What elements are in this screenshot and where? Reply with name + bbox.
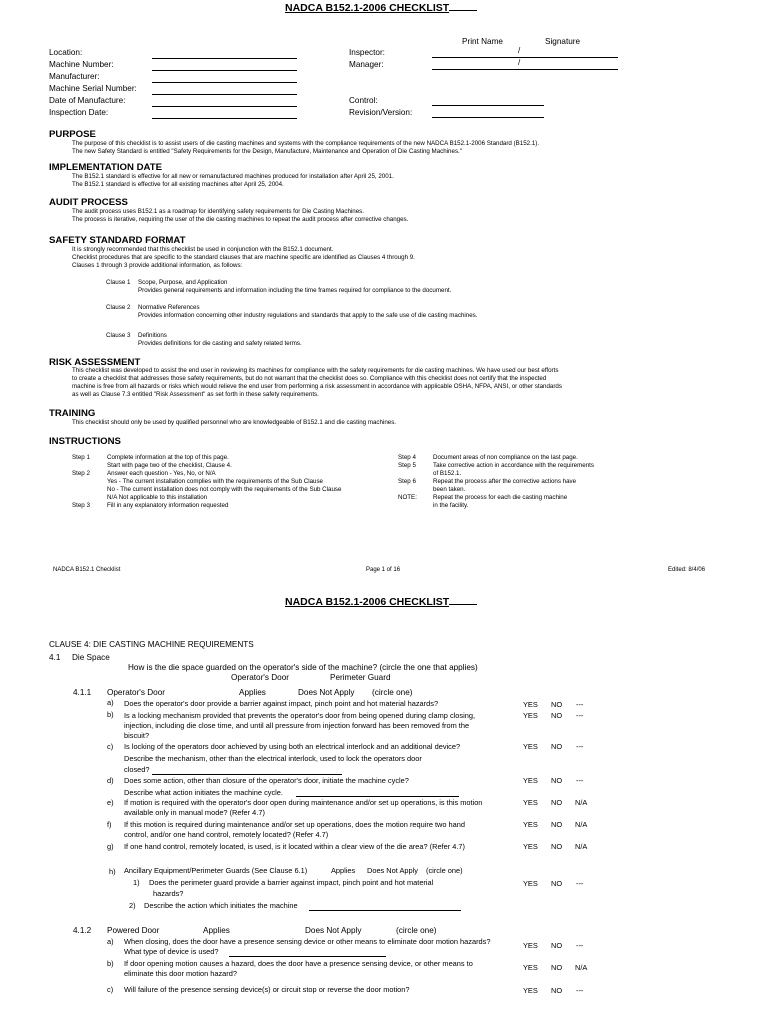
audit-line-2: The process is iterative, requiring the user of the die casting machines to repeat the audit process after corrective changes. — [72, 216, 409, 223]
footer-left: NADCA B152.1 Checklist — [53, 567, 121, 573]
answer-na[interactable]: --- — [576, 700, 584, 709]
s412-circle-one: (circle one) — [396, 926, 437, 935]
answer-na[interactable]: N/A — [575, 798, 588, 807]
inspector-slash: / — [518, 46, 521, 55]
inspection-date-field-2[interactable] — [152, 118, 297, 119]
control-field[interactable] — [432, 105, 544, 106]
answer-no[interactable]: NO — [551, 742, 563, 751]
implementation-heading: IMPLEMENTATION DATE — [49, 162, 162, 173]
ancillary-equipment-label: Ancillary Equipment/Perimeter Guards (See Clause 6.1) — [124, 866, 308, 875]
answer-na[interactable]: --- — [576, 986, 584, 995]
question-411f-line-2: control, and/or one hand control, remotely located? (Refer 4.7) — [124, 830, 329, 839]
answer-yes[interactable]: YES — [523, 879, 538, 888]
describe-action: Describe what action initiates the machine cycle. — [124, 788, 283, 797]
step-5-line-1: Take corrective action in accordance with the requirements — [433, 462, 594, 469]
footer-page-number: Page 1 of 16 — [366, 567, 401, 573]
clause-2-title: Normative References — [138, 304, 200, 311]
answer-no[interactable]: NO — [551, 879, 563, 888]
answer-no[interactable]: NO — [551, 820, 563, 829]
training-line-1: This checklist should only be used by qualified personnel who are knowledgeable of B152.1 and die casting machines. — [72, 419, 397, 426]
answer-na[interactable]: --- — [576, 776, 584, 785]
question-411a: Does the operator's door provide a barrier against impact, pinch point and hot material hazards? — [124, 699, 439, 708]
question-411b-line-2: injection, including die close time, and until all pressure from injection forward has been removed from the — [124, 721, 470, 730]
option-perimeter-guard[interactable]: Perimeter Guard — [330, 673, 391, 682]
location-label: Location: — [49, 48, 83, 57]
implementation-line-2: The B152.1 standard is effective for all existing machines after April 25, 2004. — [72, 181, 284, 188]
section-4-1-2-number: 4.1.2 — [73, 926, 92, 935]
step-3-label: Step 3 — [72, 502, 90, 509]
question-411c: Is locking of the operators door achieved by using both an electrical interlock and an additional device? — [124, 742, 461, 751]
h-q2-number: 2) — [129, 901, 136, 910]
clause-3-title: Definitions — [138, 332, 167, 339]
step-4-label: Step 4 — [398, 454, 416, 461]
page-title: NADCA B152.1-2006 CHECKLIST — [285, 1, 477, 14]
describe-mechanism-field[interactable] — [152, 774, 342, 775]
answer-no[interactable]: NO — [551, 963, 563, 972]
step-2-line-4: N/A Not applicable to this installation — [107, 494, 208, 501]
h-applies[interactable]: Applies — [331, 866, 356, 875]
question-411g: If one hand control, remotely located, is used, is it located within a clear view of the die area? (Refer 4.7) — [124, 842, 465, 851]
option-operators-door[interactable]: Operator's Door — [231, 673, 289, 682]
format-line-1: It is strongly recommended that this checklist be used in conjunction with the B152.1 document. — [72, 246, 334, 253]
manufacturer-label: Manufacturer: — [49, 72, 100, 81]
answer-na[interactable]: --- — [576, 711, 584, 720]
answer-yes[interactable]: YES — [523, 820, 538, 829]
risk-line-1: This checklist was developed to assist the end user in reviewing its machines for compliance with the safety requirements for die casting machines. We have used our best efforts — [72, 367, 559, 374]
step-5-label: Step 5 — [398, 462, 416, 469]
item-letter: a) — [107, 698, 114, 707]
manufacturer-field[interactable] — [152, 70, 297, 71]
section-4-1-title: Die Space — [72, 653, 110, 662]
training-heading: TRAINING — [49, 408, 96, 419]
item-letter: d) — [107, 776, 114, 785]
describe-mechanism-line-2: closed? — [124, 765, 150, 774]
step-6-label: Step 6 — [398, 478, 416, 485]
answer-no[interactable]: NO — [551, 711, 563, 720]
s412-does-not-apply[interactable]: Does Not Apply — [305, 926, 362, 935]
answer-no[interactable]: NO — [551, 842, 563, 851]
instructions-heading: INSTRUCTIONS — [49, 436, 121, 447]
answer-no[interactable]: NO — [551, 776, 563, 785]
answer-no[interactable]: NO — [551, 941, 563, 950]
format-line-2: Checklist procedures that are specific to the standard clauses that are machine specific are identified as Clauses 4 through 9. — [72, 254, 415, 261]
answer-yes[interactable]: YES — [523, 986, 538, 995]
answer-yes[interactable]: YES — [523, 711, 538, 720]
answer-yes[interactable]: YES — [523, 742, 538, 751]
item-letter: g) — [107, 842, 114, 851]
item-letter: b) — [107, 959, 114, 968]
question-412a-line-1: When closing, does the door have a presence sensing device or other means to eliminate door motion hazards? — [124, 937, 491, 946]
machine-number-field[interactable] — [152, 58, 297, 59]
answer-na[interactable]: N/A — [575, 820, 588, 829]
machine-number-label: Machine Number: — [49, 60, 114, 69]
device-type-field[interactable] — [229, 956, 386, 957]
inspector-field[interactable] — [432, 57, 618, 58]
answer-na[interactable]: --- — [576, 941, 584, 950]
clause-1-label: Clause 1 — [106, 279, 131, 286]
question-412b-line-1: If door opening motion causes a hazard, does the door have a presence sensing device, or other means to — [124, 959, 473, 968]
step-2-line-2: Yes - The current installation complies with the requirements of the Sub Clause — [107, 478, 323, 485]
answer-no[interactable]: NO — [551, 798, 563, 807]
step-1-label: Step 1 — [72, 454, 90, 461]
note-label: NOTE: — [398, 494, 417, 501]
purpose-line-1: The purpose of this checklist is to assist users of die casting machines and systems with the compliance requirements of the new NADCA B152.1-2006 Standard (B152.1). — [72, 140, 540, 147]
h-q1-number: 1) — [133, 878, 140, 887]
answer-na[interactable]: N/A — [575, 842, 588, 851]
question-411e-line-2: available only in manual mode? (Refer 4.7) — [124, 808, 265, 817]
answer-yes[interactable]: YES — [523, 700, 538, 709]
question-411f-line-1: If this motion is required during maintenance and/or set up operations, does the motion require two hand — [124, 820, 465, 829]
step-2-label: Step 2 — [72, 470, 90, 477]
format-line-3: Clauses 1 through 3 provide additional information, as follows: — [72, 262, 243, 269]
risk-heading: RISK ASSESSMENT — [49, 357, 141, 368]
answer-no[interactable]: NO — [551, 986, 563, 995]
print-name-header: Print Name — [462, 37, 503, 46]
describe-mechanism-line-1: Describe the mechanism, other than the electrical interlock, used to lock the operators door — [124, 754, 422, 763]
inspection-date-label: Inspection Date: — [49, 108, 109, 117]
section-4-1-2-title: Powered Door — [107, 926, 160, 935]
item-letter: c) — [107, 985, 114, 994]
date-of-manufacture-label: Date of Manufacture: — [49, 96, 126, 105]
s412-applies[interactable]: Applies — [203, 926, 230, 935]
h-q2-field[interactable] — [309, 910, 461, 911]
h-q1-line-2: hazards? — [153, 889, 184, 898]
question-412a-line-2: What type of device is used? — [124, 947, 219, 956]
revision-field[interactable] — [432, 117, 544, 118]
revision-label: Revision/Version: — [349, 108, 413, 117]
question-411b-line-3: biscuit? — [124, 731, 150, 740]
step-2-line-3: No - The current installation does not comply with the requirements of the Sub Clause — [107, 486, 342, 493]
clause-3-desc: Provides definitions for die casting and safety related terms. — [138, 340, 302, 347]
h-q2-text: Describe the action which initiates the machine — [144, 901, 298, 910]
manager-slash: / — [518, 58, 521, 67]
section-4-1-1-number: 4.1.1 — [73, 688, 92, 697]
inspector-label: Inspector: — [349, 48, 385, 57]
step-6-line-2: been taken. — [433, 486, 466, 493]
clause-1-title: Scope, Purpose, and Application — [138, 279, 228, 286]
clause-3-label: Clause 3 — [106, 332, 131, 339]
answer-yes[interactable]: YES — [523, 798, 538, 807]
s411-applies[interactable]: Applies — [239, 688, 266, 697]
question-412c: Will failure of the presence sensing device(s) or circuit stop or reverse the door motion? — [124, 985, 410, 994]
step-5-line-2: of B152.1. — [433, 470, 462, 477]
audit-heading: AUDIT PROCESS — [49, 197, 128, 208]
section-4-1-1-title: Operator's Door — [107, 688, 165, 697]
section-4-1-number: 4.1 — [49, 653, 61, 662]
die-space-question: How is the die space guarded on the operator's side of the machine? (circle the one that applies) — [128, 663, 478, 672]
step-3-line-1: Fill in any explanatory information requested — [107, 502, 229, 509]
question-411b-line-1: Is a locking mechanism provided that prevents the operator's door from being opened during clamp closing, — [124, 711, 476, 720]
footer-edited: Edited: 8/4/06 — [668, 567, 706, 573]
answer-na[interactable]: N/A — [575, 963, 588, 972]
answer-yes[interactable]: YES — [523, 842, 538, 851]
answer-no[interactable]: NO — [551, 700, 563, 709]
h-circle-one: (circle one) — [426, 866, 463, 875]
clause-2-label: Clause 2 — [106, 304, 131, 311]
signature-header: Signature — [545, 37, 581, 46]
machine-serial-label: Machine Serial Number: — [49, 84, 137, 93]
step-1-line-1: Complete information at the top of this page. — [107, 454, 229, 461]
describe-action-field[interactable] — [296, 796, 459, 797]
h-q1-line-1: Does the perimeter guard provide a barrier against impact, pinch point and hot material — [149, 878, 434, 887]
h-does-not-apply[interactable]: Does Not Apply — [367, 866, 418, 875]
manager-field[interactable] — [432, 69, 618, 70]
date-of-manufacture-field[interactable] — [152, 94, 297, 95]
purpose-line-2: The new Safety Standard is entitled "Safety Requirements for the Design, Manufacture, Maintenance and Operation of Die Casting Machines." — [72, 148, 462, 155]
step-4-line-1: Document areas of non compliance on the last page. — [433, 454, 578, 461]
clause-1-desc: Provides general requirements and information including the time frames required for compliance to the document. — [138, 287, 452, 294]
question-411d: Does some action, other than closure of the operator's door, initiate the machine cycle? — [124, 776, 409, 785]
step-1-line-2: Start with page two of the checklist, Clause 4. — [107, 462, 232, 469]
item-letter: c) — [107, 742, 114, 751]
answer-yes[interactable]: YES — [523, 776, 538, 785]
answer-na[interactable]: --- — [576, 879, 584, 888]
s411-circle-one: (circle one) — [372, 688, 413, 697]
s411-does-not-apply[interactable]: Does Not Apply — [298, 688, 355, 697]
answer-yes[interactable]: YES — [523, 963, 538, 972]
question-412b-line-2: eliminate this door motion hazard? — [124, 969, 237, 978]
implementation-line-1: The B152.1 standard is effective for all new or remanufactured machines produced for installation after April 25, 2001. — [72, 173, 394, 180]
item-letter: f) — [107, 820, 112, 829]
item-letter: a) — [107, 937, 114, 946]
risk-line-4: as well as Clause 7.3 entitled "Risk Assessment" as set forth in these safety requirements. — [72, 391, 319, 398]
clause-2-desc: Provides information concerning other industry regulations and standards that apply to the safe use of die casting machines. — [138, 312, 478, 319]
machine-serial-field[interactable] — [152, 82, 297, 83]
control-label: Control: — [349, 96, 378, 105]
item-letter: h) — [109, 867, 116, 876]
step-2-line-1: Answer each question - Yes, No, or N/A — [107, 470, 216, 477]
answer-yes[interactable]: YES — [523, 941, 538, 950]
item-letter: b) — [107, 710, 114, 719]
audit-line-1: The audit process uses B152.1 as a roadmap for identifying safety requirements for Die Casting Machines. — [72, 208, 364, 215]
step-6-line-1: Repeat the process after the corrective actions have — [433, 478, 577, 485]
note-line-2: in the facility. — [433, 502, 469, 509]
purpose-heading: PURPOSE — [49, 129, 96, 140]
item-letter: e) — [107, 798, 114, 807]
manager-label: Manager: — [349, 60, 384, 69]
note-line-1: Repeat the process for each die casting machine — [433, 494, 568, 501]
risk-line-2: to create a checklist that addresses those safety requirements, but do not warrant that the checklist does so. Compliance with this checklist does not certify that the inspected — [72, 375, 547, 382]
format-heading: SAFETY STANDARD FORMAT — [49, 235, 186, 246]
question-411e-line-1: If motion is required with the operator's door open during maintenance and/or set up operations, is this motion — [124, 798, 483, 807]
risk-line-3: machine is free from all hazards or risks which would relieve the end user from performing a risk assessment in accordance with applicable OSHA, NFPA, ANSI, or other standards — [72, 383, 562, 390]
inspection-date-field[interactable] — [152, 106, 297, 107]
clause-4-heading: CLAUSE 4: DIE CASTING MACHINE REQUIREMENTS — [49, 640, 254, 649]
answer-na[interactable]: --- — [576, 742, 584, 751]
page-2-title: NADCA B152.1-2006 CHECKLIST — [285, 595, 477, 608]
